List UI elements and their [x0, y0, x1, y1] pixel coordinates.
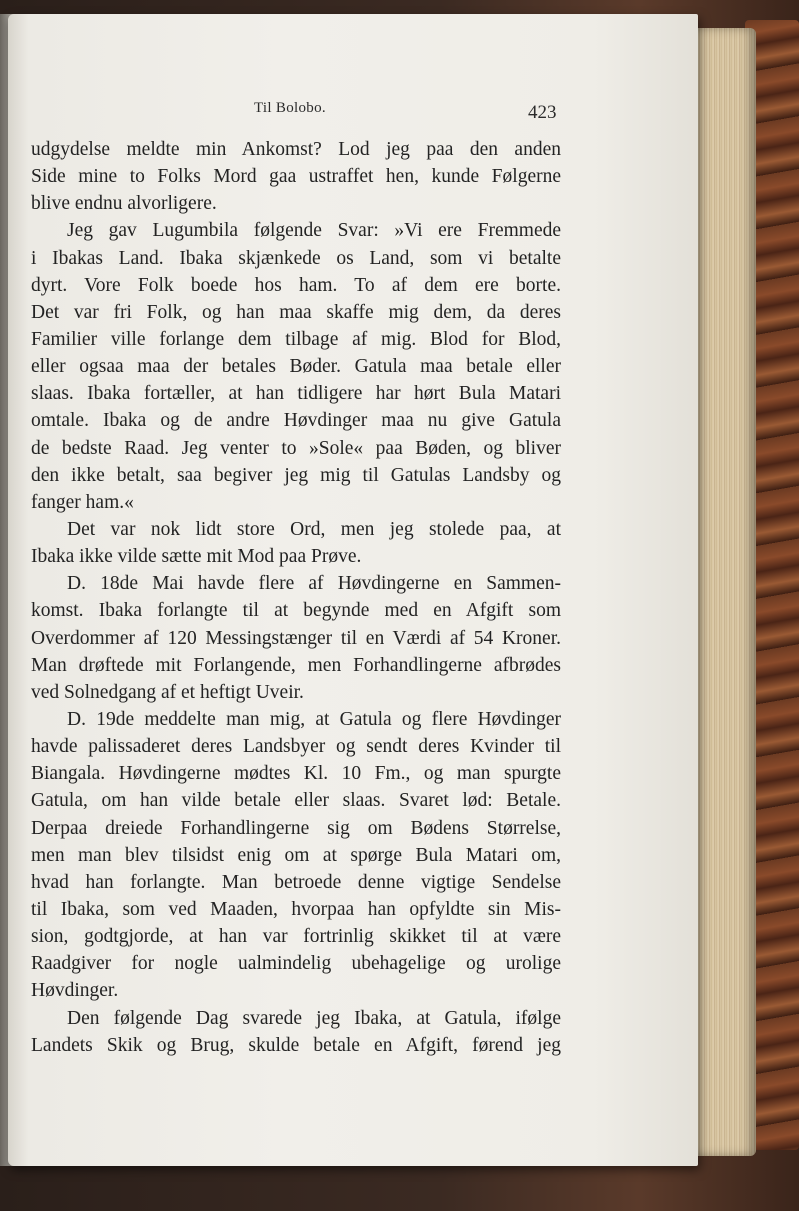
- running-head: Til Bolobo.: [254, 100, 326, 116]
- text-line: udgydelse meldte min Ankomst? Lod jeg paa den anden: [31, 139, 561, 160]
- text-line: Jeg gav Lugumbila følgende Svar: »Vi ere Fremmede: [67, 220, 561, 242]
- text-line: Biangala. Høvdingerne mødtes Kl. 10 Fm., og man spurgte: [31, 763, 561, 785]
- text-line: Overdommer af 120 Messingstænger til en Værdi af 54 Kroner.: [31, 627, 561, 649]
- text-line: Familier ville forlange dem tilbage af mig. Blod for Blod,: [31, 328, 561, 350]
- page-edges: [690, 28, 756, 1156]
- text-line: Den følgende Dag svarede jeg Ibaka, at Gatula, ifølge: [67, 1007, 561, 1029]
- text-line: dyrt. Vore Folk boede hos ham. To af dem ere borte.: [31, 274, 561, 296]
- text-line: i Ibakas Land. Ibaka skjænkede os Land, som vi betalte: [31, 247, 561, 269]
- text-line: Det var nok lidt store Ord, men jeg stolede paa, at: [67, 518, 561, 540]
- text-line: D. 18de Mai havde flere af Høvdingerne en Sammen-: [67, 573, 561, 595]
- text-line: hvad han forlangte. Man betroede denne vigtige Sendelse: [31, 871, 561, 893]
- text-line: men man blev tilsidst enig om at spørge Bula Matari om,: [31, 844, 561, 866]
- text-line: Høvdinger.: [31, 980, 119, 1002]
- text-line: den ikke betalt, saa begiver jeg mig til Gatulas Landsby og: [31, 464, 561, 486]
- page-number: 423: [528, 102, 557, 123]
- text-line: Side mine to Folks Mord gaa ustraffet hen, kunde Følgerne: [31, 166, 561, 188]
- text-line: Det var fri Folk, og han maa skaffe mig dem, da deres: [31, 301, 561, 323]
- text-line: Landets Skik og Brug, skulde betale en Afgift, førend jeg: [31, 1034, 561, 1056]
- text-line: Derpaa dreiede Forhandlingerne sig om Bødens Størrelse,: [31, 817, 561, 839]
- text-line: sion, godtgjorde, at han var fortrinlig skikket til at være: [31, 926, 561, 948]
- text-line: havde palissaderet deres Landsbyer og sendt deres Kvinder til: [31, 736, 561, 758]
- text-line: komst. Ibaka forlangte til at begynde med en Afgift som: [31, 600, 561, 622]
- text-line: D. 19de meddelte man mig, at Gatula og flere Høvdinger: [67, 708, 561, 730]
- text-line: de bedste Raad. Jeg venter to »Sole« paa Bøden, og bliver: [31, 437, 561, 459]
- text-line: Gatula, om han vilde betale eller slaas. Svaret lød: Betale.: [31, 790, 561, 812]
- text-line: fanger ham.«: [31, 491, 134, 513]
- text-line: til Ibaka, som ved Maaden, hvorpaa han opfyldte sin Mis-: [31, 898, 561, 920]
- body-text: [31, 136, 561, 1059]
- text-line: Man drøftede mit Forlangende, men Forhandlingerne afbrødes: [31, 654, 561, 676]
- text-line: ved Solnedgang af et heftigt Uveir.: [31, 681, 304, 703]
- text-line: blive endnu alvorligere.: [31, 193, 217, 215]
- text-line: omtale. Ibaka og de andre Høvdinger maa nu give Gatula: [31, 410, 561, 432]
- text-line: slaas. Ibaka fortæller, at han tidligere har hørt Bula Matari: [31, 383, 561, 405]
- text-line: eller ogsaa maa der betales Bøder. Gatula maa betale eller: [31, 356, 561, 378]
- text-line: Ibaka ikke vilde sætte mit Mod paa Prøve.: [31, 546, 362, 568]
- text-line: Raadgiver for nogle ualmindelig ubehagelige og urolige: [31, 953, 561, 975]
